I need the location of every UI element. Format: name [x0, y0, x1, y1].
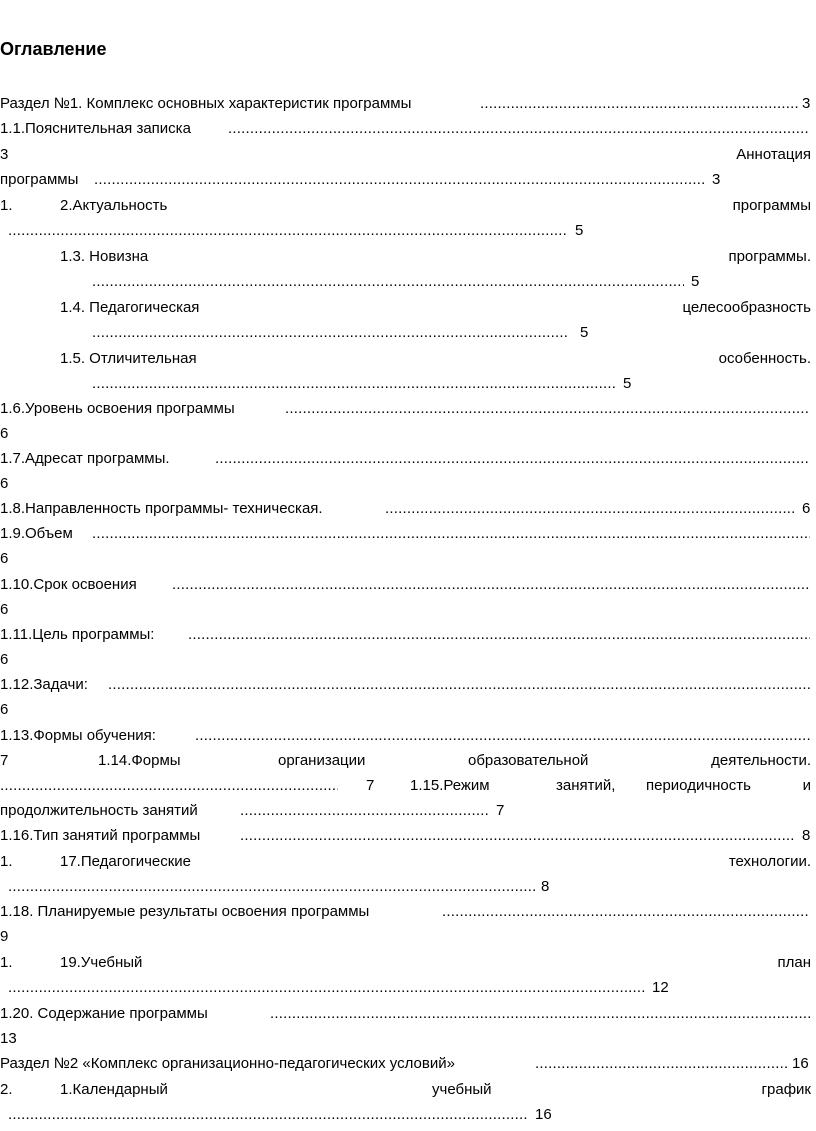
toc-word: учебный [432, 1081, 492, 1098]
toc-word: занятий, [556, 777, 616, 794]
toc-page: 8 [541, 878, 550, 895]
toc-leader [172, 576, 810, 594]
toc-page: 12 [652, 979, 669, 996]
toc-entry-1-16[interactable]: 1.16.Тип занятий программы [0, 827, 201, 844]
toc-entry-1-18[interactable]: 1.18. Планируемые результаты освоения программы [0, 903, 370, 920]
toc-entry-1-14[interactable]: 1.14.Формы [98, 752, 181, 769]
toc-page: 6 [0, 651, 9, 668]
toc-leader [385, 500, 795, 518]
toc-entry-annotation[interactable]: Аннотация [736, 146, 811, 163]
toc-page: 7 [0, 752, 9, 769]
toc-page: 13 [0, 1030, 17, 1047]
toc-leader [8, 979, 645, 997]
toc-entry-1-3[interactable]: 1.3. Новизна [60, 248, 149, 265]
toc-leader [92, 273, 684, 291]
toc-word: организации [278, 752, 366, 769]
toc-page: 9 [0, 928, 9, 945]
toc-leader [442, 903, 810, 921]
toc-page: 5 [691, 273, 700, 290]
toc-page: 6 [0, 425, 9, 442]
toc-section-2[interactable]: Раздел №2 «Комплекс организационно-педагогических условий» [0, 1055, 455, 1072]
toc-entry-1-10[interactable]: 1.10.Срок освоения [0, 576, 137, 593]
toc-page: 5 [623, 375, 632, 392]
toc-entry-1-19-num: 1. [0, 954, 13, 971]
toc-section-1[interactable]: Раздел №1. Комплекс основных характеристик программы [0, 95, 412, 112]
toc-word: целесообразность [682, 299, 811, 316]
toc-word: технологии. [728, 853, 811, 870]
toc-page: 3 [0, 146, 9, 163]
toc-entry-1-15[interactable]: 1.15.Режим [410, 777, 490, 794]
toc-page: 3 [712, 171, 721, 188]
toc-entry-1-12[interactable]: 1.12.Задачи: [0, 676, 88, 693]
toc-entry-1-1[interactable]: 1.1.Пояснительная записка [0, 120, 191, 137]
toc-entry-1-17-num: 1. [0, 853, 13, 870]
toc-word: и [802, 777, 811, 794]
toc-entry-1-13[interactable]: 1.13.Формы обучения: [0, 727, 156, 744]
toc-entry-1-5[interactable]: 1.5. Отличительная [60, 350, 197, 367]
toc-entry-1-17[interactable]: 17.Педагогические [60, 853, 192, 870]
toc-page: 16 [535, 1106, 552, 1123]
toc-leader [480, 95, 798, 113]
toc-word: график [761, 1081, 811, 1098]
toc-page: 6 [0, 550, 9, 567]
toc-entry-1-15-cont: продолжительность занятий [0, 802, 198, 819]
toc-page: 5 [575, 222, 584, 239]
toc-word: особенность. [718, 350, 811, 367]
toc-entry-1-6[interactable]: 1.6.Уровень освоения программы [0, 400, 235, 417]
toc-leader [240, 802, 490, 820]
toc-leader [195, 727, 810, 745]
toc-entry-1-9[interactable]: 1.9.Объем [0, 525, 73, 542]
toc-page: 6 [0, 475, 9, 492]
toc-leader [108, 676, 810, 694]
toc-word: план [777, 954, 811, 971]
toc-leader [8, 1106, 528, 1124]
toc-word: периодичность [646, 777, 751, 794]
toc-leader [270, 1005, 810, 1023]
toc-page: 7 [496, 802, 505, 819]
toc-leader [215, 450, 810, 468]
toc-entry-2-1-num: 2. [0, 1081, 13, 1098]
toc-title: Оглавление [0, 39, 107, 59]
toc-leader [94, 171, 706, 189]
toc-page: 7 [366, 777, 375, 794]
toc-entry-1-19[interactable]: 19.Учебный [60, 954, 143, 971]
toc-entry-1-20[interactable]: 1.20. Содержание программы [0, 1005, 208, 1022]
toc-entry-1-11[interactable]: 1.11.Цель программы: [0, 626, 155, 643]
toc-leader [92, 324, 568, 342]
toc-entry-1-4[interactable]: 1.4. Педагогическая [60, 299, 200, 316]
toc-page: 8 [802, 827, 811, 844]
toc-leader [240, 827, 795, 845]
toc-leader [92, 375, 617, 393]
toc-entry-2-1[interactable]: 1.Календарный [60, 1081, 168, 1098]
toc-leader [188, 626, 810, 644]
toc-entry-1-8[interactable]: 1.8.Направленность программы- техническая. [0, 500, 323, 517]
toc-entry-1-2[interactable]: 2.Актуальность [60, 197, 168, 214]
toc-page: 16 [792, 1055, 809, 1072]
toc-entry-annotation-cont: программы [0, 171, 79, 188]
toc-word: образовательной [468, 752, 589, 769]
toc-entry-1-7[interactable]: 1.7.Адресат программы. [0, 450, 170, 467]
toc-page: 6 [0, 601, 9, 618]
toc-leader [285, 400, 810, 418]
toc-word: программы [732, 197, 811, 214]
toc-word: программы. [728, 248, 811, 265]
toc-leader [0, 777, 338, 795]
toc-page: 5 [580, 324, 589, 341]
toc-page: 6 [802, 500, 811, 517]
toc-page: 3 [802, 95, 811, 112]
toc-leader [535, 1055, 787, 1073]
toc-word: деятельности. [711, 752, 811, 769]
toc-page: 6 [0, 701, 9, 718]
toc-leader [228, 120, 810, 138]
toc-leader [92, 525, 810, 543]
toc-leader [8, 222, 568, 240]
toc-leader [8, 878, 535, 896]
toc-entry-1-2-num: 1. [0, 197, 13, 214]
